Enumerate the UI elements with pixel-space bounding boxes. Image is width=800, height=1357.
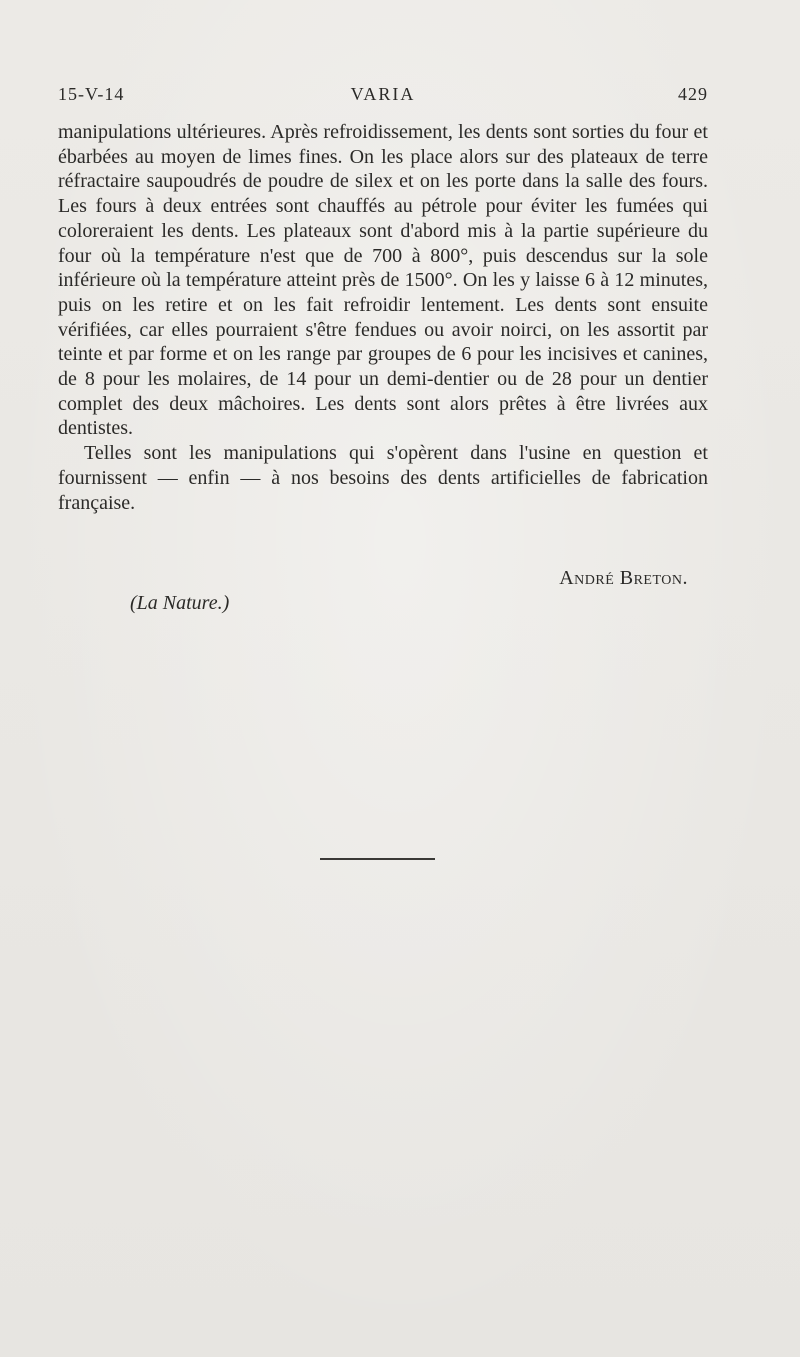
paragraph-2: Telles sont les manipulations qui s'opèrent dans l'usine en question et fournissent — enfin — à nos besoins des dents artificielles de fabrication française. [58, 442, 708, 514]
header-section-title: VARIA [350, 84, 416, 104]
running-header [58, 84, 708, 114]
page-number: 429 [678, 84, 708, 104]
paragraph-1: manipulations ultérieures. Après refroidissement, les dents sont sorties du four et ébarbées au moyen de limes fines. On les place alors sur des plateaux de terre réfractaire saupoudrés de poudre de silex et on les porte dans la salle des fours. Les fours à deux entrées sont chauffés au pétrole pour éviter les fumées qui coloreraient les dents. Les plateaux sont d'abord mis à la partie supérieure du four où la température n'est que de 700 à 800°, puis descendus sur la sole inférieure où la température atteint près de 1500°. On les y laisse 6 à 12 minutes, puis on les retire et on les fait refroidir lentement. Les dents sont ensuite vérifiées, car elles pourraient s'être fendues ou avoir noirci, on les assortit par teinte et par forme et on les range par groupes de 6 pour les incisives et canines, de 8 pour les molaires, de 14 pour un demi-dentier ou de 28 pour un dentier complet des deux mâchoires. Les dents sont alors prêtes à être livrées aux dentistes. [58, 121, 708, 440]
source-citation: (La Nature.) [130, 592, 230, 614]
author-signature: André Breton. [559, 567, 688, 589]
section-divider [320, 858, 435, 860]
header-date: 15-V-14 [58, 84, 125, 104]
article-body [58, 120, 708, 515]
